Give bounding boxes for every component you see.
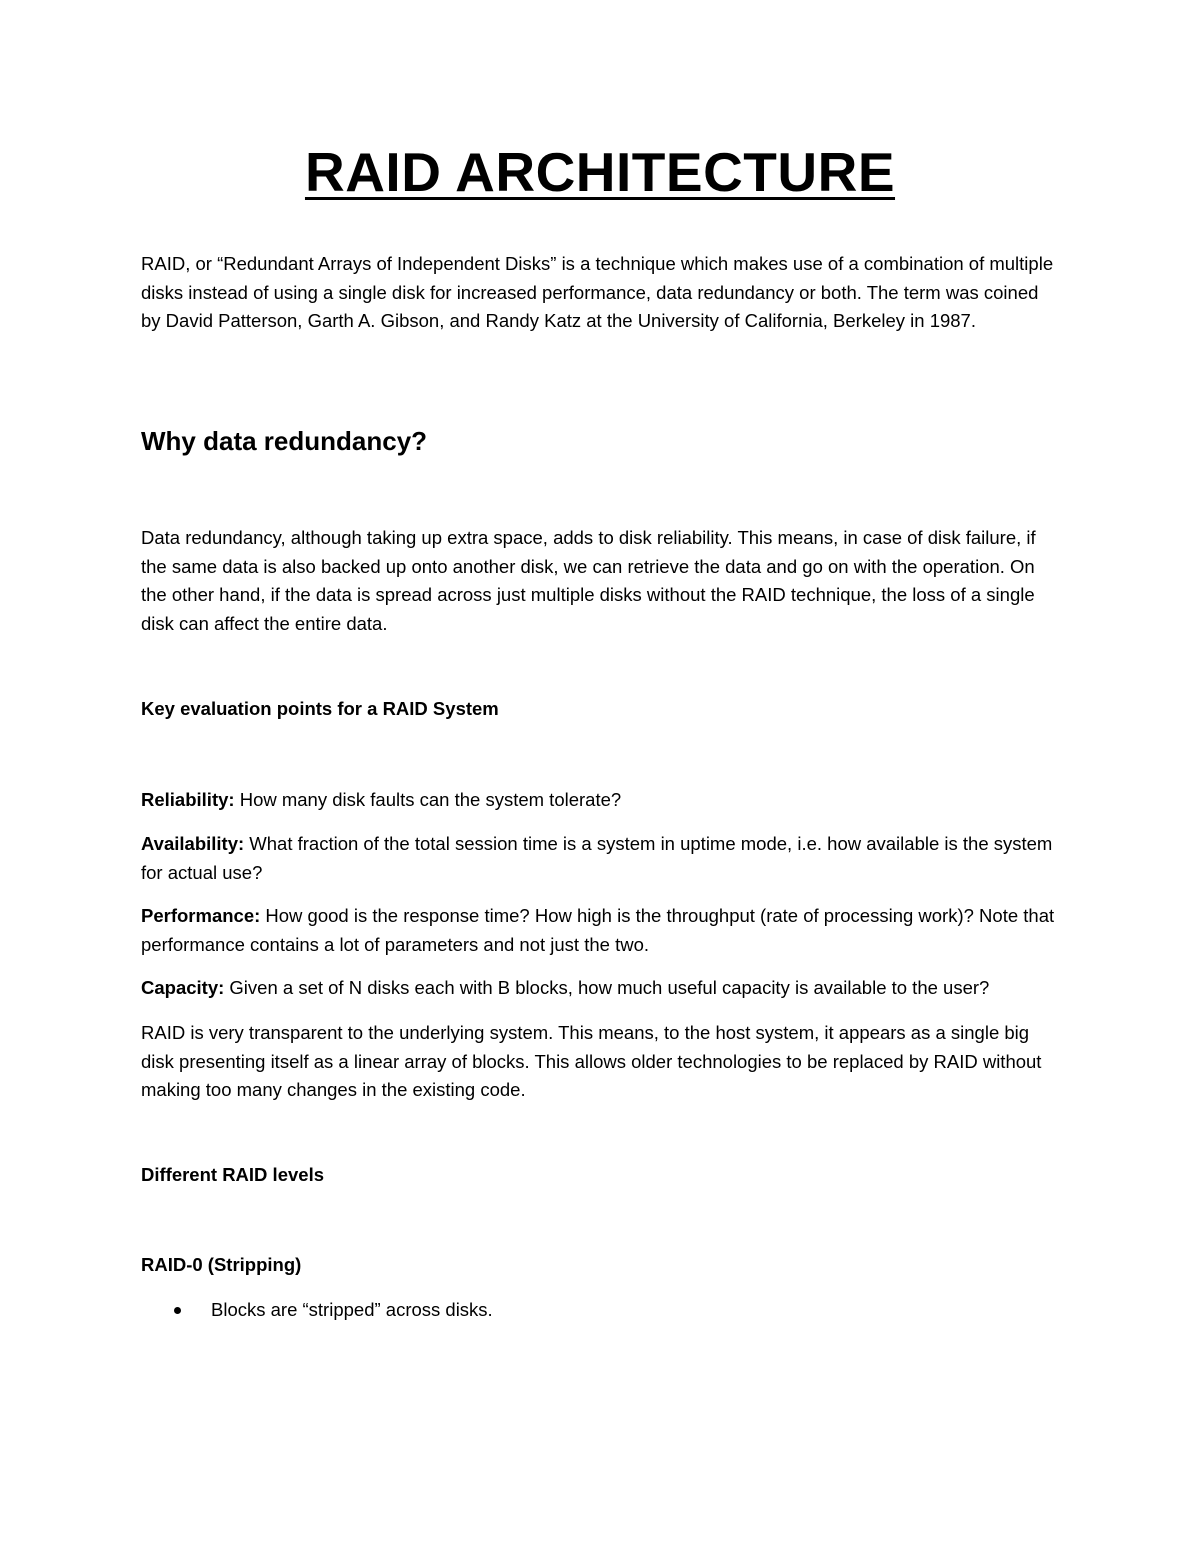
point-availability-text: What fraction of the total session time is a system in uptime mode, i.e. how available is the system for actual use?: [141, 833, 1053, 883]
raid-levels-heading: Different RAID levels: [141, 1164, 324, 1185]
point-reliability: [141, 786, 1061, 815]
why-redundancy-paragraph: Data redundancy, although taking up extra space, adds to disk reliability. This means, in case of disk failure, if the same data is also backed up onto another disk, we can retrieve the data and go on with the operation. On the other hand, if the data is spread across just multiple disks without the RAID technique, the loss of a single disk can affect the entire data.: [141, 527, 1036, 634]
raid0-bullet-text: Blocks are “stripped” across disks.: [211, 1299, 493, 1320]
point-performance-text: How good is the response time? How high is the throughput (rate of processing work)? Note that performance contains a lot of parameters and not just the two.: [141, 905, 1055, 955]
document-title: RAID ARCHITECTURE: [304, 141, 896, 203]
why-redundancy-heading: Why data redundancy?: [141, 426, 428, 456]
point-availability: [141, 830, 1061, 887]
point-reliability-term: Reliability:: [141, 789, 235, 810]
key-evaluation-heading: Key evaluation points for a RAID System: [141, 698, 499, 719]
point-reliability-text: How many disk faults can the system tolerate?: [234, 789, 622, 810]
point-performance: [141, 902, 1061, 959]
point-capacity: [141, 974, 1061, 1003]
raid0-heading: RAID-0 (Stripping): [141, 1254, 302, 1275]
raid0-bullet-list: [141, 1296, 1061, 1325]
transparency-paragraph: RAID is very transparent to the underlying system. This means, to the host system, it appears as a single big disk presenting itself as a linear array of blocks. This allows older technologies to be replaced by RAID without making too many changes in the existing code.: [141, 1022, 1042, 1100]
point-capacity-text: Given a set of N disks each with B blocks, how much useful capacity is available to the user?: [224, 977, 990, 998]
point-availability-term: Availability:: [141, 833, 245, 854]
intro-paragraph: RAID, or “Redundant Arrays of Independent Disks” is a technique which makes use of a combination of multiple disks instead of using a single disk for increased performance, data redundancy or both. The term was coined by David Patterson, Garth A. Gibson, and Randy Katz at the University of California, Berkeley in 1987.: [141, 253, 1054, 331]
bullet-icon: [174, 1307, 181, 1314]
point-capacity-term: Capacity:: [141, 977, 225, 998]
list-item: [141, 1296, 1061, 1325]
point-performance-term: Performance:: [141, 905, 261, 926]
